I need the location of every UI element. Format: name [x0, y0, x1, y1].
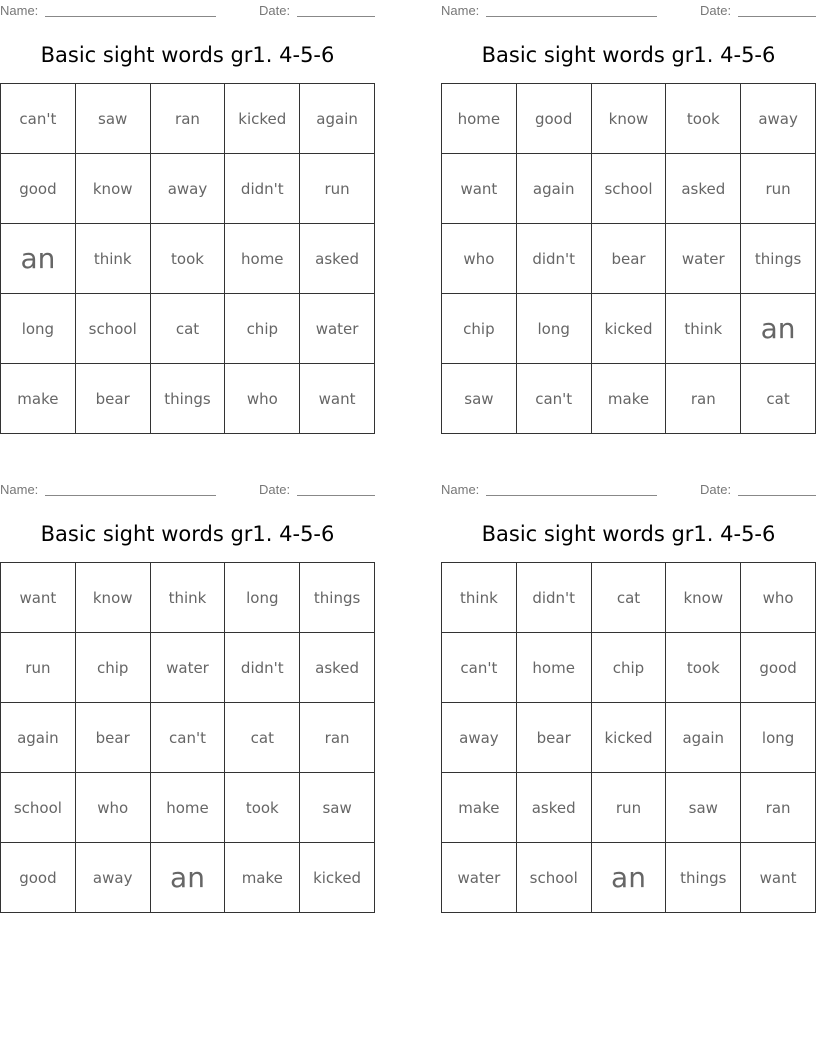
bingo-cell[interactable]: home	[225, 224, 300, 294]
bingo-cell[interactable]: water	[300, 294, 375, 364]
bingo-cell[interactable]: long	[1, 294, 76, 364]
bingo-cell[interactable]: ran	[151, 84, 226, 154]
bingo-cell[interactable]: bear	[76, 703, 151, 773]
bingo-cell[interactable]: water	[151, 633, 226, 703]
bingo-cell[interactable]: want	[300, 364, 375, 434]
bingo-cell[interactable]: make	[592, 364, 667, 434]
bingo-cell[interactable]: make	[1, 364, 76, 434]
bingo-cell[interactable]: who	[741, 563, 816, 633]
bingo-cell[interactable]: things	[151, 364, 226, 434]
bingo-cell[interactable]: didn't	[517, 224, 592, 294]
card-header	[441, 0, 816, 22]
bingo-cell[interactable]: bear	[517, 703, 592, 773]
bingo-cell[interactable]: again	[300, 84, 375, 154]
bingo-cell[interactable]: again	[666, 703, 741, 773]
bingo-cell[interactable]: can't	[151, 703, 226, 773]
bingo-cell[interactable]: an	[592, 843, 667, 913]
date-label: Date:	[259, 3, 291, 18]
bingo-cell[interactable]: long	[741, 703, 816, 773]
bingo-cell[interactable]: home	[151, 773, 226, 843]
bingo-cell[interactable]: good	[741, 633, 816, 703]
bingo-cell[interactable]: make	[225, 843, 300, 913]
bingo-grid	[0, 83, 375, 434]
bingo-cell[interactable]: didn't	[225, 633, 300, 703]
bingo-cell[interactable]: good	[1, 843, 76, 913]
bingo-cell[interactable]: away	[76, 843, 151, 913]
bingo-cell[interactable]: saw	[76, 84, 151, 154]
bingo-card-2	[441, 0, 816, 434]
name-field[interactable]	[45, 495, 216, 496]
bingo-cell[interactable]: long	[517, 294, 592, 364]
bingo-cell[interactable]: took	[666, 633, 741, 703]
bingo-cell[interactable]: away	[151, 154, 226, 224]
name-label: Name:	[0, 482, 39, 497]
date-field[interactable]	[738, 16, 816, 17]
date-label: Date:	[700, 3, 732, 18]
bingo-cell[interactable]: can't	[442, 633, 517, 703]
bingo-grid	[0, 562, 375, 913]
date-label: Date:	[259, 482, 291, 497]
bingo-cell[interactable]: asked	[300, 633, 375, 703]
name-field[interactable]	[486, 495, 657, 496]
bingo-cell[interactable]: make	[442, 773, 517, 843]
name-label: Name:	[0, 3, 39, 18]
bingo-cell[interactable]: know	[76, 154, 151, 224]
bingo-cell[interactable]: cat	[225, 703, 300, 773]
bingo-cell[interactable]: away	[442, 703, 517, 773]
date-label: Date:	[700, 482, 732, 497]
bingo-cell[interactable]: again	[1, 703, 76, 773]
bingo-cell[interactable]: didn't	[225, 154, 300, 224]
bingo-cell[interactable]: run	[592, 773, 667, 843]
card-title: Basic sight words gr1. 4-5-6	[481, 43, 776, 67]
card-header	[441, 479, 816, 501]
bingo-cell[interactable]: away	[741, 84, 816, 154]
bingo-cell[interactable]: didn't	[517, 563, 592, 633]
bingo-cell[interactable]: long	[225, 563, 300, 633]
bingo-cell[interactable]: ran	[741, 773, 816, 843]
bingo-cell[interactable]: chip	[592, 633, 667, 703]
name-label: Name:	[441, 482, 480, 497]
bingo-cell[interactable]: an	[151, 843, 226, 913]
bingo-cell[interactable]: cat	[151, 294, 226, 364]
bingo-cell[interactable]: want	[1, 563, 76, 633]
bingo-cell[interactable]: think	[666, 294, 741, 364]
bingo-cell[interactable]: think	[442, 563, 517, 633]
bingo-cell[interactable]: chip	[442, 294, 517, 364]
bingo-cell[interactable]: cat	[741, 364, 816, 434]
bingo-cell[interactable]: took	[225, 773, 300, 843]
bingo-cell[interactable]: who	[225, 364, 300, 434]
bingo-cell[interactable]: saw	[300, 773, 375, 843]
bingo-cell[interactable]: school	[592, 154, 667, 224]
bingo-cell[interactable]: cat	[592, 563, 667, 633]
bingo-cell[interactable]: school	[76, 294, 151, 364]
card-title: Basic sight words gr1. 4-5-6	[40, 522, 335, 546]
bingo-card-4	[441, 479, 816, 913]
bingo-cell[interactable]: bear	[76, 364, 151, 434]
bingo-cell[interactable]: school	[1, 773, 76, 843]
bingo-cell[interactable]: want	[442, 154, 517, 224]
bingo-cell[interactable]: know	[76, 563, 151, 633]
bingo-cell[interactable]: home	[442, 84, 517, 154]
bingo-cell[interactable]: school	[517, 843, 592, 913]
bingo-cell[interactable]: ran	[300, 703, 375, 773]
bingo-card-3	[0, 479, 375, 913]
bingo-cell[interactable]: know	[666, 563, 741, 633]
bingo-cell[interactable]: chip	[225, 294, 300, 364]
bingo-cell[interactable]: good	[1, 154, 76, 224]
bingo-cell[interactable]: can't	[1, 84, 76, 154]
bingo-cell[interactable]: things	[666, 843, 741, 913]
bingo-cell[interactable]: think	[151, 563, 226, 633]
card-title: Basic sight words gr1. 4-5-6	[40, 43, 335, 67]
bingo-cell[interactable]: can't	[517, 364, 592, 434]
card-header	[0, 479, 375, 501]
bingo-cell[interactable]: water	[442, 843, 517, 913]
bingo-cell[interactable]: took	[151, 224, 226, 294]
bingo-cell[interactable]: an	[741, 294, 816, 364]
bingo-cell[interactable]: water	[666, 224, 741, 294]
bingo-cell[interactable]: know	[592, 84, 667, 154]
bingo-cell[interactable]: saw	[666, 773, 741, 843]
bingo-cell[interactable]: asked	[300, 224, 375, 294]
bingo-cell[interactable]: things	[300, 563, 375, 633]
name-field[interactable]	[45, 16, 216, 17]
bingo-cell[interactable]: think	[76, 224, 151, 294]
bingo-cell[interactable]: bear	[592, 224, 667, 294]
bingo-cell[interactable]: asked	[666, 154, 741, 224]
bingo-cell[interactable]: saw	[442, 364, 517, 434]
bingo-cell[interactable]: kicked	[225, 84, 300, 154]
bingo-cell[interactable]: who	[76, 773, 151, 843]
name-field[interactable]	[486, 16, 657, 17]
bingo-card-1	[0, 0, 375, 434]
bingo-cell[interactable]: who	[442, 224, 517, 294]
bingo-cell[interactable]: good	[517, 84, 592, 154]
bingo-grid	[441, 83, 816, 434]
bingo-cell[interactable]: run	[741, 154, 816, 224]
bingo-cell[interactable]: an	[1, 224, 76, 294]
bingo-cell[interactable]: want	[741, 843, 816, 913]
bingo-cell[interactable]: kicked	[300, 843, 375, 913]
date-field[interactable]	[297, 16, 375, 17]
bingo-cell[interactable]: ran	[666, 364, 741, 434]
bingo-cell[interactable]: things	[741, 224, 816, 294]
bingo-grid	[441, 562, 816, 913]
bingo-cell[interactable]: home	[517, 633, 592, 703]
bingo-cell[interactable]: again	[517, 154, 592, 224]
bingo-cell[interactable]: asked	[517, 773, 592, 843]
date-field[interactable]	[738, 495, 816, 496]
card-title: Basic sight words gr1. 4-5-6	[481, 522, 776, 546]
name-label: Name:	[441, 3, 480, 18]
bingo-cell[interactable]: chip	[76, 633, 151, 703]
bingo-cell[interactable]: kicked	[592, 294, 667, 364]
date-field[interactable]	[297, 495, 375, 496]
card-header	[0, 0, 375, 22]
bingo-cell[interactable]: run	[300, 154, 375, 224]
bingo-cell[interactable]: run	[1, 633, 76, 703]
bingo-cell[interactable]: took	[666, 84, 741, 154]
bingo-cell[interactable]: kicked	[592, 703, 667, 773]
